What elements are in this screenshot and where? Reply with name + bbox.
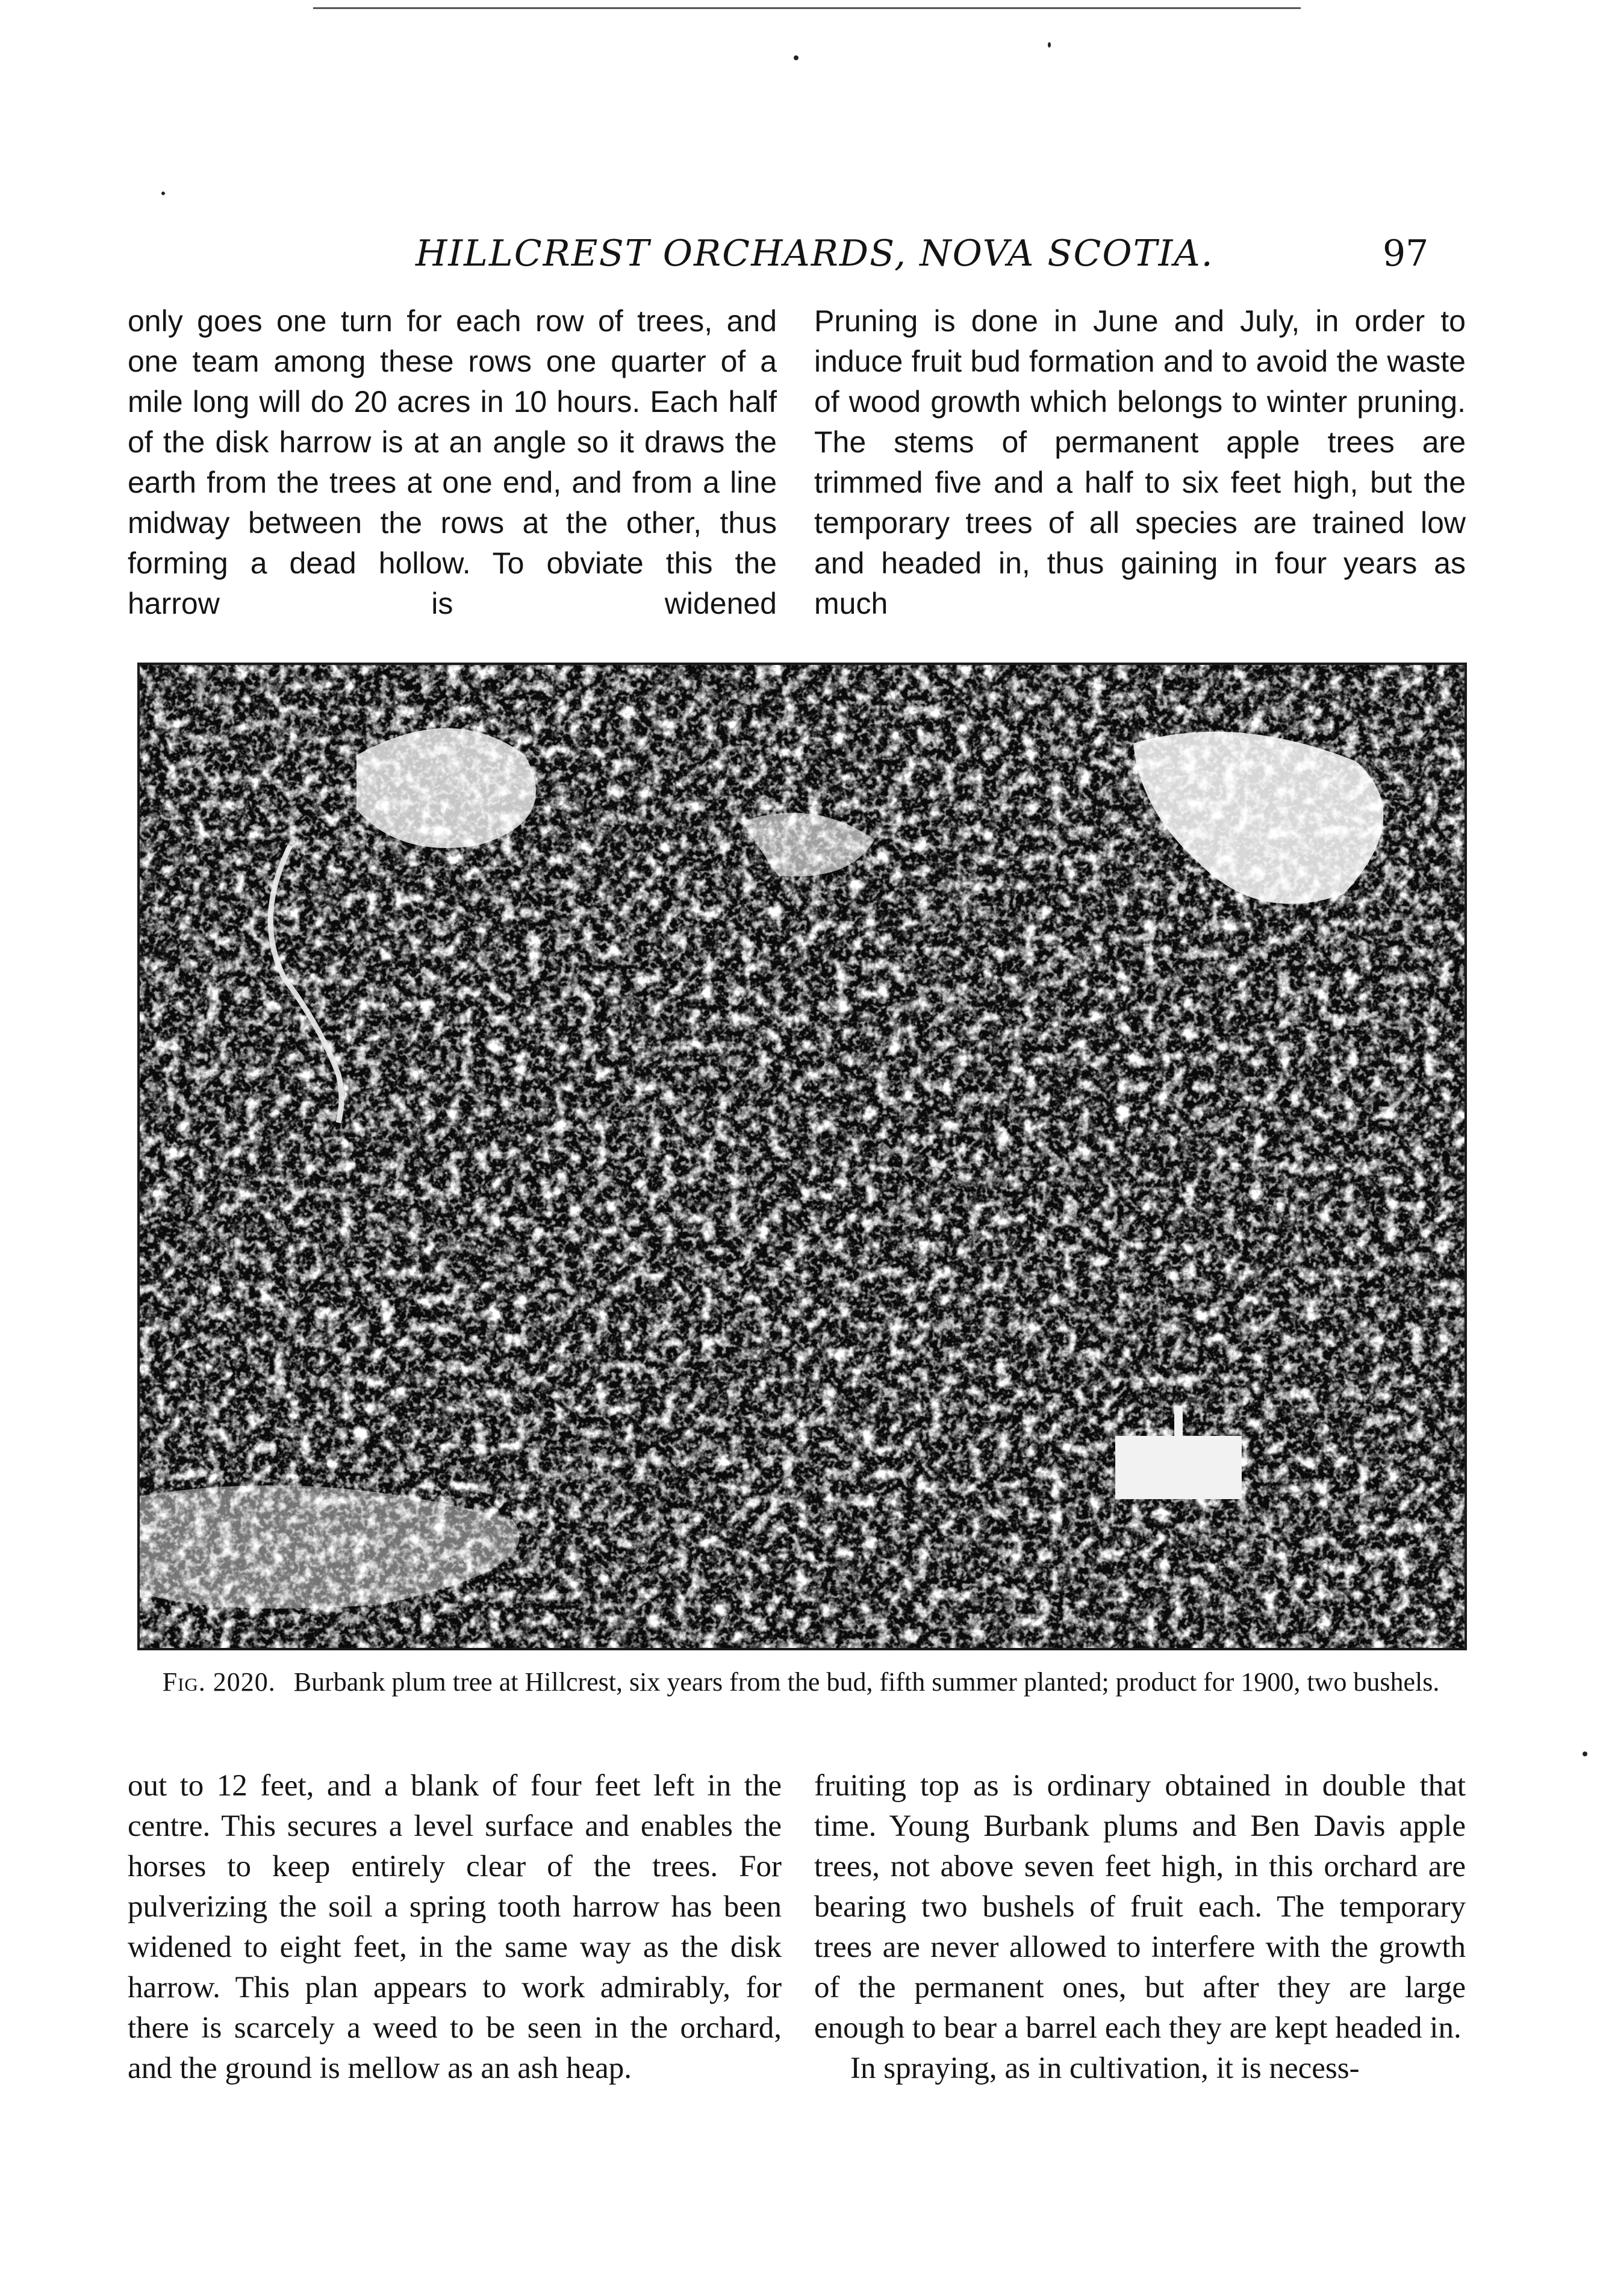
speck bbox=[794, 55, 798, 60]
column-bottom-left bbox=[128, 1766, 782, 2089]
figure-caption bbox=[145, 1667, 1457, 1697]
top-rule bbox=[313, 7, 1301, 9]
bushel-box-handle bbox=[1174, 1406, 1183, 1442]
paragraph: fruiting top as is ordinary obtained in double that time. Young Burbank plums and Ben Davis apple trees, not above seven feet high, in this orchard are bearing two bushels of fruit each. The temporary trees are never allowed to interfere with the growth of the permanent ones, but after they are large enough to bear a barrel each they are kept headed in. bbox=[814, 1769, 1466, 2045]
figure-label: Fig. 2020. bbox=[162, 1667, 276, 1697]
page-number: 97 bbox=[1383, 232, 1429, 275]
column-top-right: Pruning is done in June and July, in order to induce fruit bud formation and to avoid the waste of wood growth which belongs to winter pruning. The stems of permanent apple trees are trimmed five and a half to six feet high, but the temporary trees of all species are trained low and headed in, thus gaining in four years as much bbox=[814, 304, 1466, 620]
figure-photo bbox=[137, 663, 1467, 1650]
paragraph: out to 12 feet, and a blank of four feet left in the centre. This secures a level surface and enables the horses to keep entirely clear of the trees. For pulverizing the soil a spring tooth harrow has been widened to eight feet, in the same way as the disk harrow. This plan appears to work admirably, for there is scarcely a weed to be seen in the orchard, and the ground is mellow as an ash heap. bbox=[128, 1769, 782, 2085]
bushel-box bbox=[1115, 1436, 1242, 1499]
plum-tree-photo bbox=[140, 665, 1465, 1648]
speck bbox=[1048, 42, 1051, 48]
column-top-left: only goes one turn for each row of trees, and one team among these rows one quarter of a mile long will do 20 acres in 10 hours. Each half of the disk harrow is at an angle so it draws the earth from the trees at one end, and from a line midway between the rows at the other, thus forming a dead hollow. To obviate this the harrow is widened bbox=[128, 304, 777, 620]
figure-caption-text: Burbank plum tree at Hillcrest, six years from the bud, fifth summer planted; product for 1900, two bushels. bbox=[293, 1667, 1440, 1697]
paragraph: In spraying, as in cultivation, it is necess- bbox=[850, 2051, 1360, 2085]
running-head: HILLCREST ORCHARDS, NOVA SCOTIA. bbox=[416, 232, 1214, 275]
speck bbox=[161, 192, 165, 195]
column-bottom-right bbox=[814, 1766, 1466, 2089]
speck bbox=[1583, 1752, 1587, 1756]
